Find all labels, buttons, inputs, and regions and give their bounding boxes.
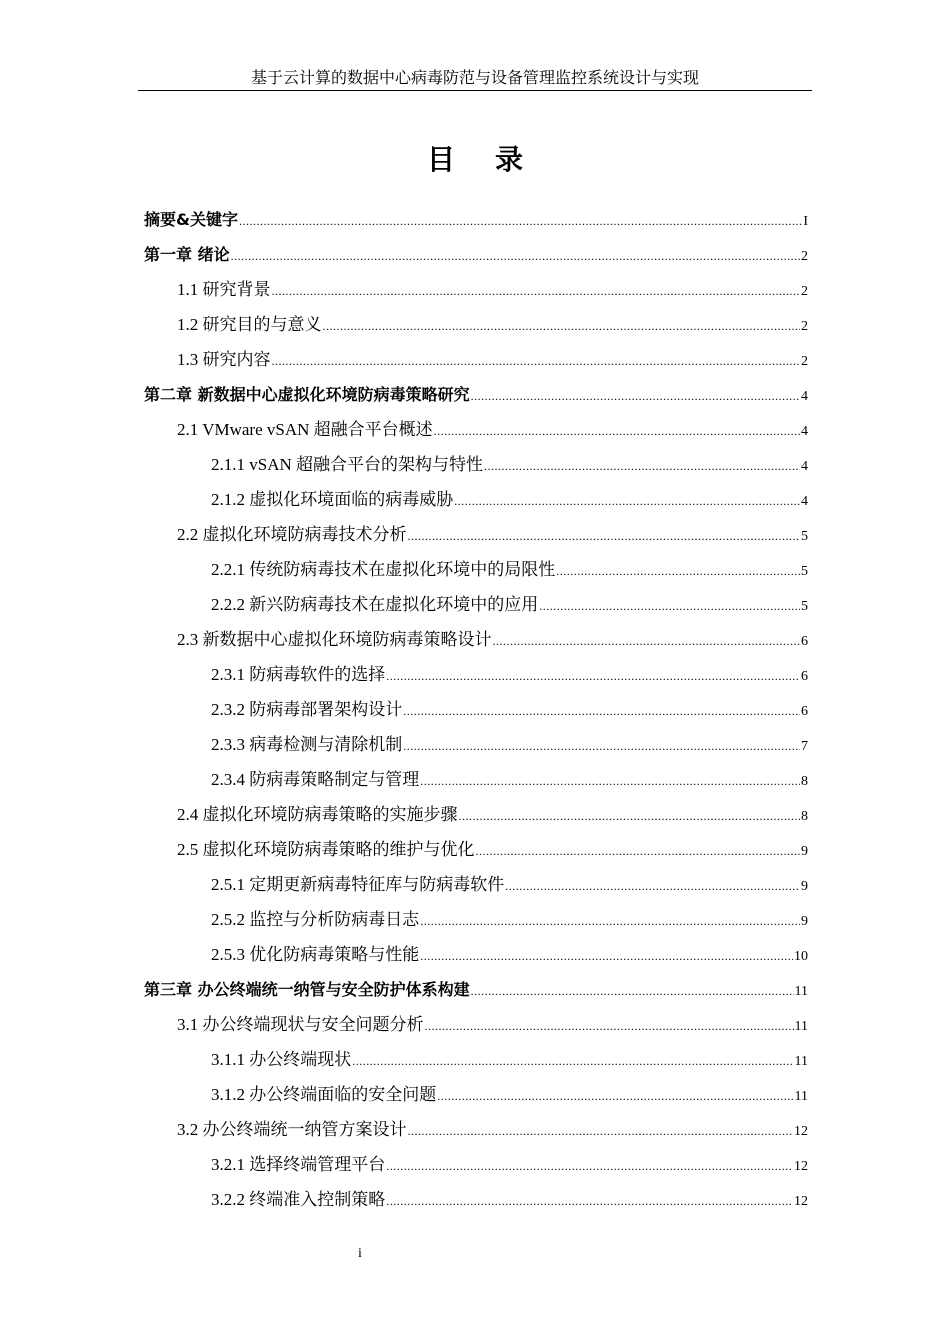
- toc-dot-leader: [386, 659, 800, 694]
- toc-dot-leader: [493, 624, 801, 659]
- toc-entry-page: I: [803, 214, 808, 229]
- toc-dot-leader: [352, 1044, 793, 1079]
- toc-dot-leader: [459, 799, 801, 834]
- toc-entry-text: 3.2 办公终端统一纳管方案设计: [177, 1120, 407, 1139]
- toc-dot-leader: [403, 729, 800, 764]
- toc-entry[interactable]: [144, 1042, 808, 1077]
- toc-entry-page: 6: [801, 634, 808, 649]
- toc-dot-leader: [239, 204, 802, 239]
- toc-entry-text: 2.1.1 vSAN 超融合平台的架构与特性: [211, 455, 484, 474]
- toc-entry-text: 3.1 办公终端现状与安全问题分析: [177, 1015, 424, 1034]
- toc-dot-leader: [386, 1149, 793, 1184]
- toc-entry[interactable]: [144, 727, 808, 762]
- toc-entry-text: 2.5.3 优化防病毒策略与性能: [211, 945, 420, 964]
- toc-title-part1: 目: [426, 143, 455, 176]
- toc-entry[interactable]: [144, 412, 808, 447]
- toc-entry-text: 3.2.1 选择终端管理平台: [211, 1155, 386, 1174]
- toc-dot-leader: [272, 274, 801, 309]
- toc-entry[interactable]: [144, 1007, 808, 1042]
- toc-dot-leader: [272, 344, 801, 379]
- toc-dot-leader: [420, 904, 800, 939]
- toc-entry[interactable]: [144, 587, 808, 622]
- running-header-title: 基于云计算的数据中心病毒防范与设备管理监控系统设计与实现: [250, 70, 699, 87]
- toc-dot-leader: [539, 589, 800, 624]
- toc-dot-leader: [471, 379, 800, 414]
- toc-entry-page: 2: [801, 354, 808, 369]
- toc-entry[interactable]: [144, 972, 808, 1007]
- toc-dot-leader: [403, 694, 800, 729]
- toc-entry-page: 9: [801, 844, 808, 859]
- toc-entry-text: 2.2.2 新兴防病毒技术在虚拟化环境中的应用: [211, 595, 539, 614]
- toc-entry-page: 7: [801, 739, 808, 754]
- toc-entry-page: 2: [801, 319, 808, 334]
- toc-dot-leader: [471, 974, 794, 1009]
- toc-entry[interactable]: [144, 622, 808, 657]
- toc-title-part2: 录: [495, 143, 524, 176]
- toc-dot-leader: [408, 1114, 794, 1149]
- toc-entry-page: 4: [801, 389, 808, 404]
- toc-entry[interactable]: [144, 552, 808, 587]
- toc-entry-text: 摘要&关键字: [144, 210, 238, 229]
- toc-entry-page: 12: [794, 1194, 808, 1209]
- toc-entry-page: 11: [794, 1019, 808, 1034]
- toc-entry[interactable]: [144, 1077, 808, 1112]
- page-number: i: [358, 1246, 362, 1261]
- toc-entry-page: 6: [801, 669, 808, 684]
- toc-entry-text: 2.5 虚拟化环境防病毒策略的维护与优化: [177, 840, 475, 859]
- toc-entry-page: 4: [801, 494, 808, 509]
- toc-entry-page: 6: [801, 704, 808, 719]
- toc-entry-text: 第一章 绪论: [144, 245, 230, 264]
- toc-entry-text: 3.1.2 办公终端面临的安全问题: [211, 1085, 437, 1104]
- toc-entry-text: 2.3.4 防病毒策略制定与管理: [211, 770, 420, 789]
- toc-entry[interactable]: [144, 237, 808, 272]
- toc-entry[interactable]: [144, 447, 808, 482]
- toc-entry-text: 2.3.2 防病毒部署架构设计: [211, 700, 403, 719]
- toc-entry-text: 1.1 研究背景: [177, 280, 271, 299]
- toc-entry[interactable]: [144, 1147, 808, 1182]
- toc-dot-leader: [454, 484, 800, 519]
- toc-dot-leader: [505, 869, 800, 904]
- toc-entry[interactable]: [144, 762, 808, 797]
- toc-entry-page: 9: [801, 879, 808, 894]
- toc-entry-page: 12: [794, 1124, 808, 1139]
- toc-entry-text: 1.2 研究目的与意义: [177, 315, 322, 334]
- toc-entry[interactable]: [144, 902, 808, 937]
- toc-entry-page: 8: [801, 809, 808, 824]
- toc-entry-text: 2.4 虚拟化环境防病毒策略的实施步骤: [177, 805, 458, 824]
- toc-entry[interactable]: [144, 202, 808, 237]
- toc-title: [0, 140, 950, 180]
- toc-dot-leader: [484, 449, 800, 484]
- toc-entry-text: 2.2 虚拟化环境防病毒技术分析: [177, 525, 407, 544]
- toc-entry-text: 2.5.1 定期更新病毒特征库与防病毒软件: [211, 875, 505, 894]
- toc-entry-page: 2: [801, 249, 808, 264]
- toc-dot-leader: [420, 764, 800, 799]
- toc-entry-text: 2.3.3 病毒检测与清除机制: [211, 735, 403, 754]
- toc-entry[interactable]: [144, 482, 808, 517]
- toc-entry[interactable]: [144, 342, 808, 377]
- toc-dot-leader: [425, 1009, 794, 1044]
- toc-entry-text: 2.3.1 防病毒软件的选择: [211, 665, 386, 684]
- toc-entry-page: 5: [801, 599, 808, 614]
- toc-entry[interactable]: [144, 937, 808, 972]
- toc-entry[interactable]: [144, 867, 808, 902]
- toc-entry-page: 10: [794, 949, 808, 964]
- toc-entry-page: 5: [801, 564, 808, 579]
- toc-list: [144, 202, 808, 1217]
- toc-entry-text: 2.1 VMware vSAN 超融合平台概述: [177, 420, 433, 439]
- toc-dot-leader: [323, 309, 801, 344]
- toc-dot-leader: [476, 834, 801, 869]
- toc-dot-leader: [420, 939, 793, 974]
- toc-dot-leader: [556, 554, 800, 589]
- toc-entry-page: 8: [801, 774, 808, 789]
- toc-entry-page: 2: [801, 284, 808, 299]
- toc-entry-text: 第二章 新数据中心虚拟化环境防病毒策略研究: [144, 385, 470, 404]
- toc-entry-page: 4: [801, 424, 808, 439]
- toc-entry-page: 5: [801, 529, 808, 544]
- toc-dot-leader: [437, 1079, 793, 1114]
- toc-entry[interactable]: [144, 657, 808, 692]
- toc-entry-text: 3.1.1 办公终端现状: [211, 1050, 352, 1069]
- toc-dot-leader: [434, 414, 800, 449]
- toc-entry[interactable]: [144, 797, 808, 832]
- toc-entry-text: 2.5.2 监控与分析防病毒日志: [211, 910, 420, 929]
- toc-entry-text: 3.2.2 终端准入控制策略: [211, 1190, 386, 1209]
- toc-entry-text: 2.1.2 虚拟化环境面临的病毒威胁: [211, 490, 454, 509]
- toc-entry-text: 第三章 办公终端统一纳管与安全防护体系构建: [144, 980, 470, 999]
- toc-entry[interactable]: [144, 307, 808, 342]
- toc-entry[interactable]: [144, 1182, 808, 1217]
- running-header: [138, 68, 812, 91]
- toc-entry-page: 11: [794, 1054, 808, 1069]
- toc-entry[interactable]: [144, 517, 808, 552]
- toc-entry-page: 9: [801, 914, 808, 929]
- toc-entry-text: 2.3 新数据中心虚拟化环境防病毒策略设计: [177, 630, 492, 649]
- toc-entry[interactable]: [144, 692, 808, 727]
- toc-entry-text: 1.3 研究内容: [177, 350, 271, 369]
- toc-entry[interactable]: [144, 272, 808, 307]
- toc-entry-page: 12: [794, 1159, 808, 1174]
- toc-entry[interactable]: [144, 832, 808, 867]
- toc-entry-page: 11: [794, 1089, 808, 1104]
- toc-entry[interactable]: [144, 377, 808, 412]
- toc-dot-leader: [408, 519, 801, 554]
- toc-dot-leader: [386, 1184, 793, 1219]
- toc-entry[interactable]: [144, 1112, 808, 1147]
- toc-entry-page: 4: [801, 459, 808, 474]
- toc-entry-text: 2.2.1 传统防病毒技术在虚拟化环境中的局限性: [211, 560, 556, 579]
- toc-entry-page: 11: [794, 984, 808, 999]
- toc-dot-leader: [231, 239, 800, 274]
